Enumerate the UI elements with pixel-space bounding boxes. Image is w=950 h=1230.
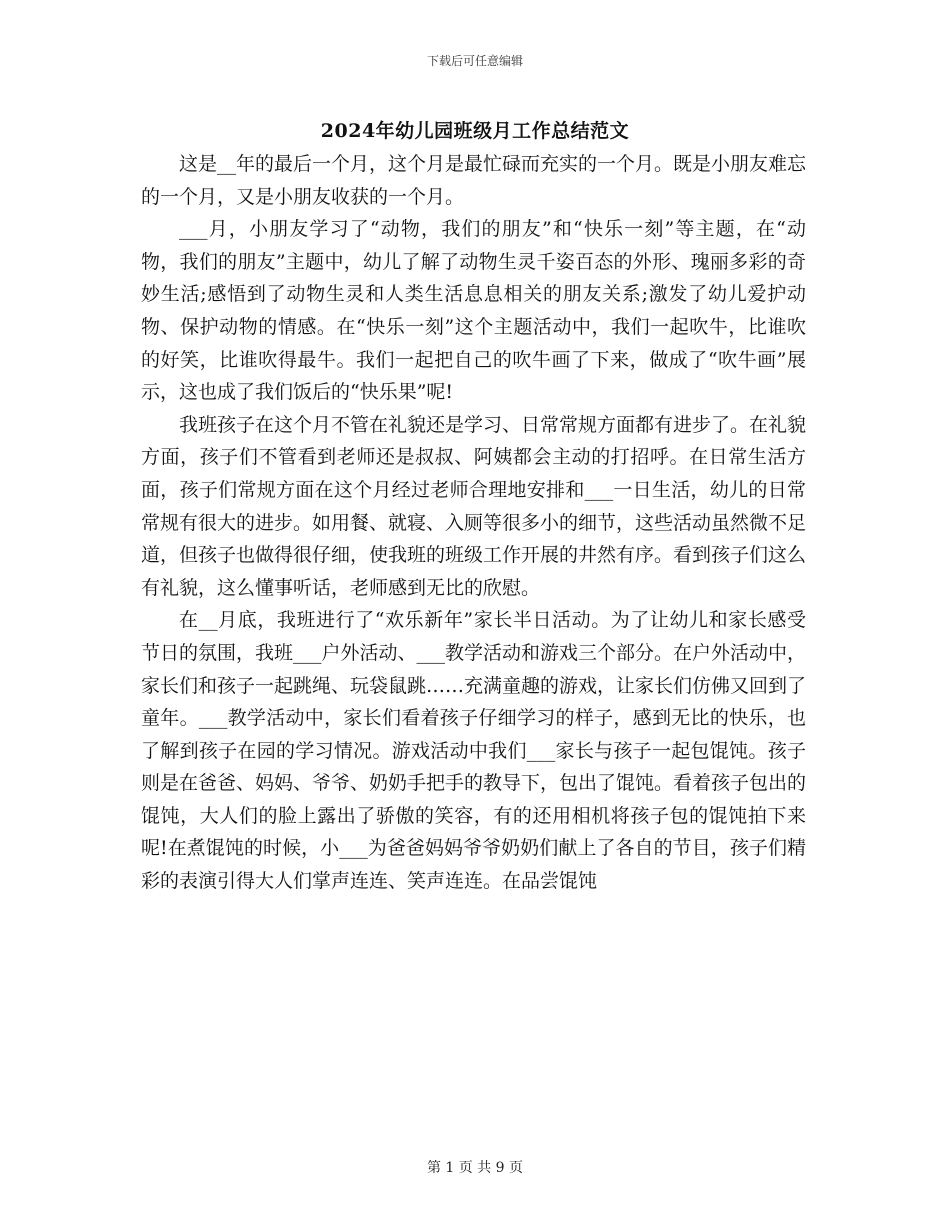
paragraph: 在__月底，我班进行了“欢乐新年”家长半日活动。为了让幼儿和家长感受节日的氛围，我班___户外活动、___教学活动和游戏三个部分。在户外活动中，家长们和孩子一起跳绳、玩袋鼠跳……充满童趣的游戏，让家长们仿佛又回到了童年。___教学活动中，家长们看着孩子仔细学习的样子，感到无比的快乐，也了解到孩子在园的学习情况。游戏活动中我们___家长与孩子一起包馄饨。孩子则是在爸爸、妈妈、爷爷、奶奶手把手的教导下，包出了馄饨。看着孩子包出的馄饨，大人们的脸上露出了骄傲的笑容，有的还用相机将孩子包的馄饨拍下来呢!在煮馄饨的时候，小___为爸爸妈妈爷爷奶奶们献上了各自的节目，孩子们精彩的表演引得大人们掌声连连、笑声连连。在品尝馄饨	[141, 609, 807, 893]
header-note: 下载后可任意编辑	[426, 54, 523, 68]
document-body	[141, 148, 806, 898]
paragraph: 我班孩子在这个月不管在礼貌还是学习、日常常规方面都有进步了。在礼貌方面，孩子们不管看到老师还是叔叔、阿姨都会主动的打招呼。在日常生活方面，孩子们常规方面在这个月经过老师合理地安排和___一日生活，幼儿的日常常规有很大的进步。如用餐、就寝、入厕等很多小的细节，这些活动虽然微不足道，但孩子也做得很仔细，使我班的班级工作开展的井然有序。看到孩子们这么有礼貌，这么懂事听话，老师感到无比的欣慰。	[141, 413, 807, 599]
paragraph: ___月，小朋友学习了“动物，我们的朋友”和“快乐一刻”等主题，在“动物，我们的朋友”主题中，幼儿了解了动物生灵千姿百态的外形、瑰丽多彩的奇妙生活;感悟到了动物生灵和人类生活息息相关的朋友关系;激发了幼儿爱护动物、保护动物的情感。在“快乐一刻”这个主题活动中，我们一起吹牛，比谁吹的好笑，比谁吹得最牛。我们一起把自己的吹牛画了下来，做成了“吹牛画”展示，这也成了我们饭后的“快乐果”呢!	[141, 218, 806, 404]
paragraph: 这是__年的最后一个月，这个月是最忙碌而充实的一个月。既是小朋友难忘的一个月，又是小朋友收获的一个月。	[141, 153, 807, 208]
page-number: 第 1 页 共 9 页	[426, 1160, 524, 1176]
document-title: 2024年幼儿园班级月工作总结范文	[320, 120, 630, 142]
